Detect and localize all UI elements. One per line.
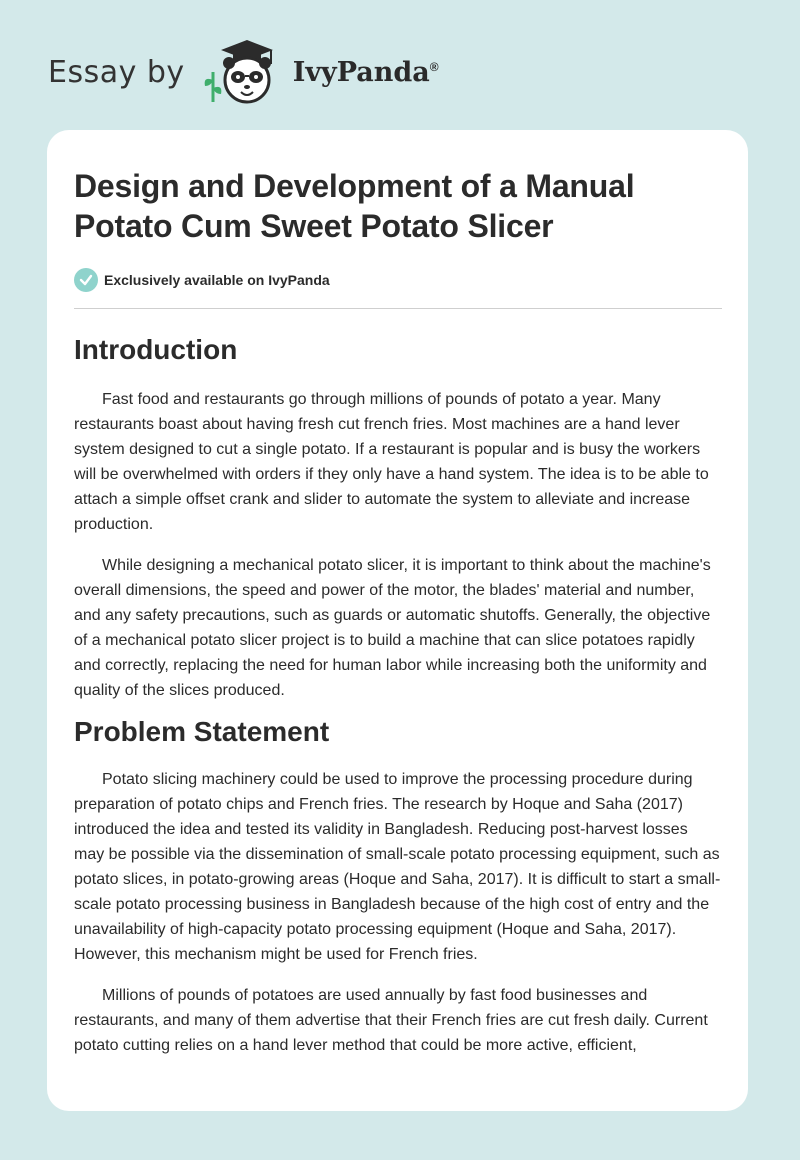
section-problem-statement <box>74 715 722 1058</box>
paragraph: Fast food and restaurants go through millions of pounds of potato a year. Many restaurants boast about having fresh cut french fries. Most machines are a hand lever system designed to cut a single potato. If a restaurant is popular and is busy the workers will be overwhelmed with orders if they only have a hand system. The idea is to be able to attach a simple offset crank and slider to automate the system to alleviate and increase production. <box>74 391 709 533</box>
paragraph: Potato slicing machinery could be used to improve the processing procedure during preparation of potato chips and French fries. The research by Hoque and Saha (2017) introduced the idea and tested its validity in Bangladesh. Reducing post-harvest losses may be possible via the dissemination of small-scale potato processing equipment, such as potato slices, in potato-growing areas (Hoque and Saha, 2017). It is difficult to start a small-scale potato processing business in Bangladesh because of the high cost of entry and the unavailability of high-capacity potato processing equipment (Hoque and Saha, 2017). However, this mechanism might be used for French fries. <box>74 771 721 963</box>
exclusive-badge <box>74 268 722 292</box>
paragraph: Millions of pounds of potatoes are used annually by fast food businesses and restaurants, and many of them advertise that their French fries are cut fresh daily. Current potato cutting relies on a hand lever method that could be more active, efficient, <box>74 987 708 1054</box>
divider <box>74 308 722 309</box>
essay-by-label: Essay by <box>48 54 185 90</box>
site-header <box>48 36 439 108</box>
section-heading: Introduction <box>74 334 238 365</box>
section-heading: Problem Statement <box>74 716 330 747</box>
brand-name[interactable] <box>293 57 439 88</box>
section-introduction <box>74 333 722 703</box>
essay-card <box>47 130 748 1111</box>
title-line-2: Potato Cum Sweet Potato Slicer <box>74 208 554 244</box>
page-title <box>74 166 722 246</box>
check-icon <box>74 268 98 292</box>
paragraph: While designing a mechanical potato slicer, it is important to think about the machine's overall dimensions, the speed and power of the motor, the blades' material and number, and any safety precautions, such as guards or automatic shutoffs. Generally, the objective of a mechanical potato slicer project is to build a machine that can slice potatoes rapidly and correctly, replacing the need for human labor while increasing both the uniformity and quality of the slices produced. <box>74 557 711 699</box>
exclusive-badge-label: Exclusively available on IvyPanda <box>104 272 330 288</box>
title-line-1: Design and Development of a Manual <box>74 168 635 204</box>
registered-mark: ® <box>429 59 439 74</box>
panda-logo-icon[interactable] <box>199 36 291 108</box>
brand-label: IvyPanda <box>292 56 430 88</box>
